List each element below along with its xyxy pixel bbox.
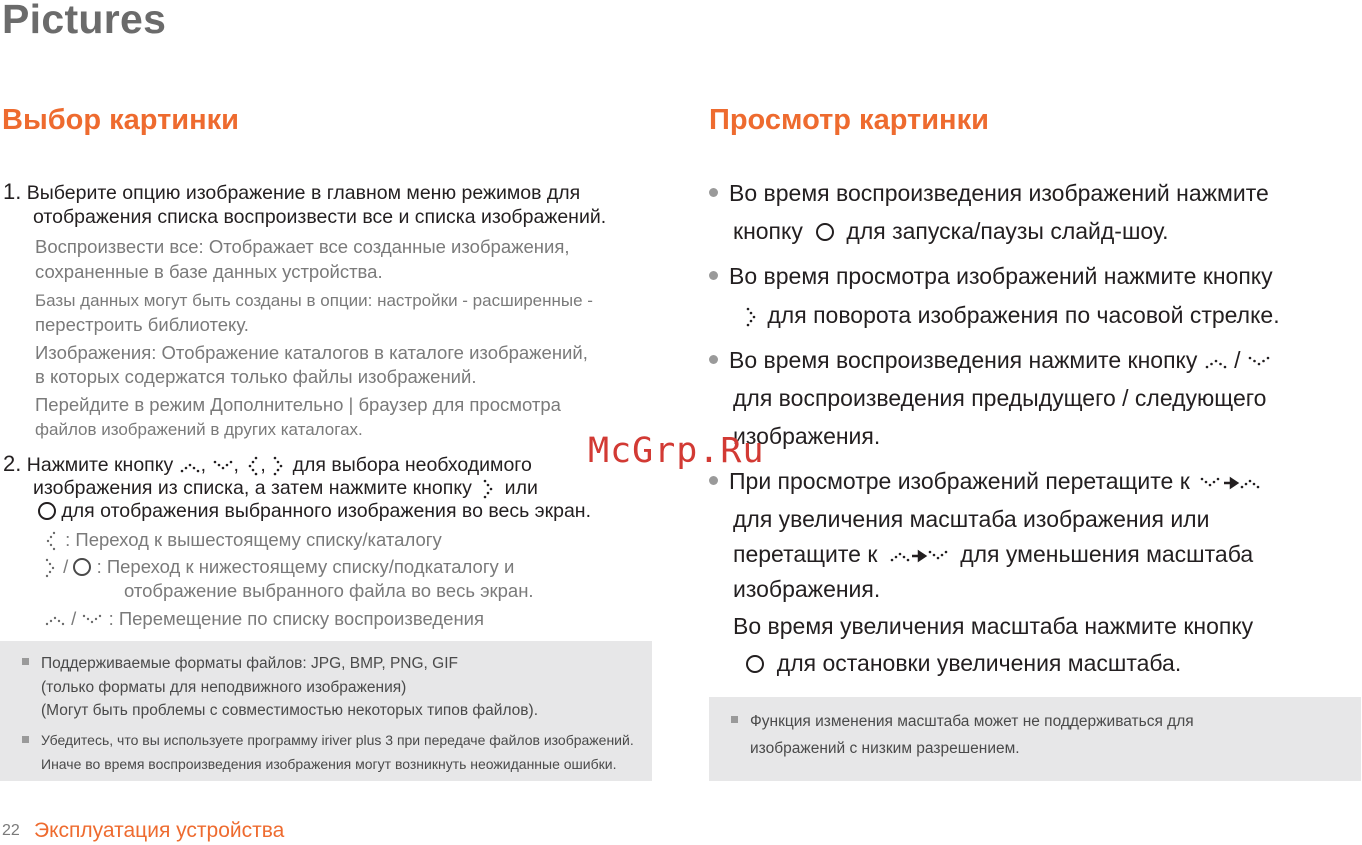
down-dots-icon: [81, 613, 103, 627]
right-dots-icon: [477, 479, 499, 499]
right-b3-line1: Во время воспроизведения нажмите кнопку: [729, 347, 1198, 373]
watermark: McGrp.Ru: [588, 431, 765, 471]
right-b3-line3: изображения.: [733, 423, 881, 449]
circle-button-icon: [38, 502, 56, 520]
step1-note-8: файлов изображений в других каталогах.: [35, 420, 363, 439]
drag-zoom-out-icon: [884, 547, 954, 565]
step2-sub2: / : Переход к нижестоящему списку/подкаталогу и: [44, 554, 514, 579]
step2-text-line1b: для выбора необходимого: [292, 454, 532, 476]
left-dots-icon: [244, 456, 260, 476]
down-dots-icon: [1247, 354, 1271, 370]
left-note-text-4: Убедитесь, что вы используете программу iriver plus 3 при передаче файлов изображений.: [41, 732, 634, 748]
bullet-dot-icon: [709, 271, 718, 280]
step1-note-3: Базы данных могут быть созданы в опции: настройки - расширенные -: [35, 291, 593, 310]
right-b4-line5: Во время увеличения масштаба нажмите кнопку: [733, 613, 1254, 639]
page-title: Pictures: [2, 0, 167, 42]
left-note-box: [0, 641, 652, 781]
right-b4-line3: [733, 535, 1253, 574]
step2-text-line1a: Нажмите кнопку: [26, 454, 174, 476]
right-dots-icon: [271, 456, 287, 476]
up-dots-icon: [1204, 354, 1228, 370]
circle-button-icon: [816, 223, 834, 241]
footer-section: Эксплуатация устройства: [34, 819, 285, 842]
right-note-item-1: [731, 711, 1194, 734]
right-b1-text-b: для запуска/паузы слайд-шоу.: [846, 218, 1169, 244]
step1-note-2: сохраненные в базе данных устройства.: [35, 261, 383, 282]
step2-sub1-text: : Переход к вышестоящему списку/каталогу: [65, 529, 442, 550]
right-b2-line2: [743, 296, 1280, 335]
right-dots-icon: [743, 306, 761, 328]
square-bullet-icon: [22, 658, 29, 665]
step2-number: 2.: [3, 451, 22, 476]
left-note-text-1: Поддерживаемые форматы файлов: JPG, BMP, PNG, GIF: [41, 655, 458, 672]
step2-sub1: [44, 527, 442, 552]
bullet-dot-icon: [709, 355, 718, 364]
up-dots-icon: [44, 613, 66, 627]
right-bullet-4: [709, 462, 1266, 501]
right-b4-text-c2: для уменьшения масштаба: [960, 541, 1254, 567]
square-bullet-icon: [22, 736, 29, 743]
step2-text-line3: для отображения выбранного изображения во весь экран.: [61, 500, 591, 522]
step1-number: 1.: [3, 179, 22, 204]
square-bullet-icon: [731, 716, 738, 723]
step1-text-line2: отображения списка воспроизвести все и списка изображений.: [33, 206, 607, 228]
step2-text-line2a: изображения из списка, а затем нажмите кнопку: [33, 477, 472, 499]
step1-note-7: Перейдите в режим Дополнительно | браузер для просмотра: [35, 394, 561, 415]
left-note-text-3: (Могут быть проблемы с совместимостью некоторых типов файлов).: [41, 702, 538, 719]
right-b4-line2: для увеличения масштаба изображения или: [733, 506, 1210, 532]
right-b4-line6: [746, 644, 1181, 683]
left-dots-icon: [44, 531, 60, 551]
step2-line3: [38, 498, 591, 525]
right-b2-line1: Во время просмотра изображений нажмите кнопку: [729, 263, 1273, 289]
right-note-box: [709, 697, 1361, 781]
step2-sub3-text: : Перемещение по списку воспроизведения: [108, 608, 485, 629]
right-b4-text-f: для остановки увеличения масштаба.: [776, 650, 1182, 676]
left-note-item-1: [22, 653, 458, 676]
step1-line1: [3, 178, 580, 207]
right-note-text-2: изображений с низким разрешением.: [750, 740, 1020, 757]
right-note-text-1: Функция изменения масштаба может не поддерживаться для: [750, 713, 1194, 730]
right-b4-line4: изображения.: [733, 576, 881, 602]
right-bullet-1: [709, 174, 1269, 213]
bullet-dot-icon: [709, 476, 718, 485]
right-b4-line1: При просмотре изображений перетащите к: [729, 468, 1190, 494]
left-section-title: Выбор картинки: [2, 104, 239, 136]
step2-sub2-text-a: : Переход к нижестоящему списку/подкаталогу и: [96, 556, 515, 577]
step1-note-6: в которых содержатся только файлы изображений.: [35, 366, 477, 387]
right-bullet-3: Во время воспроизведения нажмите кнопку /: [709, 341, 1271, 380]
step1-note-4: перестроить библиотеку.: [35, 314, 249, 335]
bullet-dot-icon: [709, 188, 718, 197]
step1-text-line1: Выберите опцию изображение в главном меню режимов для: [26, 182, 581, 204]
right-b1-text-a: кнопку: [733, 218, 803, 244]
right-b4-text-c1: перетащите к: [733, 541, 878, 567]
left-note-text-2: (только форматы для неподвижного изображения): [41, 679, 407, 696]
circle-button-icon: [73, 558, 91, 576]
right-dots-icon: [44, 558, 58, 578]
circle-button-icon: [746, 655, 764, 673]
up-dots-icon: [179, 458, 201, 474]
right-b1-line1: Во время воспроизведения изображений нажмите: [729, 180, 1269, 206]
step2-sub3: / : Перемещение по списку воспроизведения: [44, 606, 484, 631]
page-number: 22: [2, 822, 20, 839]
right-b3-line2: для воспроизведения предыдущего / следующего: [733, 385, 1267, 411]
step1-note-5: Изображения: Отображение каталогов в каталоге изображений,: [35, 342, 588, 363]
right-bullet-2: [709, 257, 1273, 296]
drag-zoom-in-icon: [1196, 474, 1266, 492]
step1-note-1: Воспроизвести все: Отображает все созданные изображения,: [35, 236, 570, 257]
left-note-text-5: Иначе во время воспроизведения изображения могут возникнуть неожиданные ошибки.: [41, 756, 617, 772]
step2-sub2-text-b: отображение выбранного файла во весь экран.: [124, 580, 534, 601]
right-section-title: Просмотр картинки: [709, 104, 989, 136]
right-b1-line2: [733, 212, 1169, 251]
left-note-item-2: [22, 729, 634, 752]
right-b2-text: для поворота изображения по часовой стрелке.: [767, 302, 1280, 328]
down-dots-icon: [212, 458, 234, 474]
step2-line1: 2. Нажмите кнопку , , , для выбора необходимого: [3, 451, 532, 476]
step2-text-line2b: или: [504, 477, 538, 499]
